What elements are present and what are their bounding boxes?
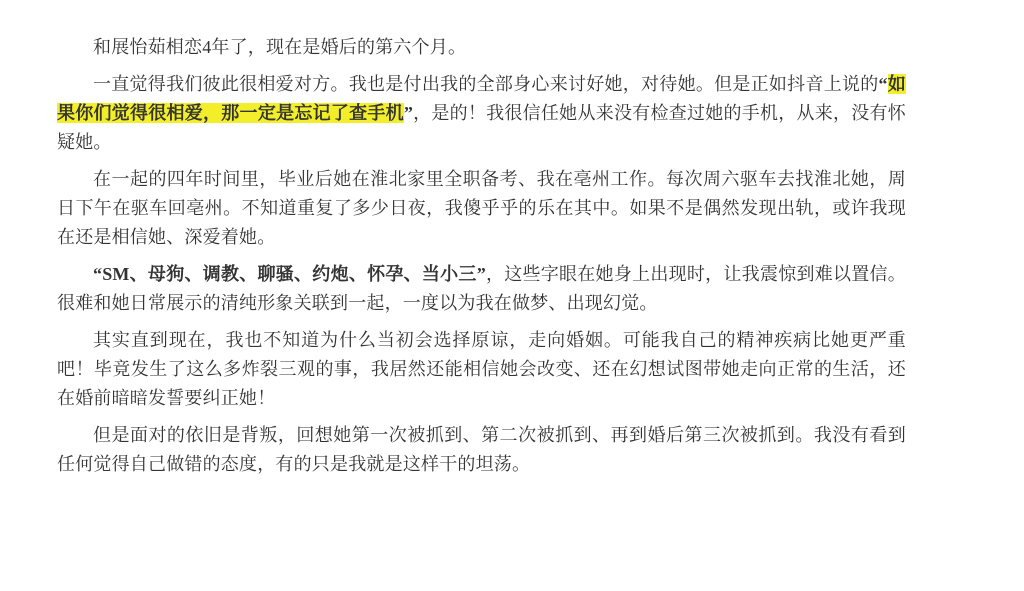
paragraph-betrayal (57, 421, 906, 479)
highlighted-quote-text: 如果你们觉得很相爱，那一定是忘记了查手机 (57, 74, 906, 123)
paragraph-intro (57, 33, 906, 62)
paragraph-forgiveness (57, 326, 906, 413)
text-segment: 和展怡茹相恋4年了，现在是婚后的第六个月。 (93, 37, 467, 57)
text-segment: 但是面对的依旧是背叛，回想她第一次被抓到、第二次被抓到、再到婚后第三次被抓到。我没有看到任何觉得自己做错的态度，有的只是我就是这样干的坦荡。 (57, 425, 906, 474)
text-segment: 其实直到现在，我也不知道为什么当初会选择原谅，走向婚姻。可能我自己的精神疾病比她更严重吧！毕竟发生了这么多炸裂三观的事，我居然还能相信她会改变、还在幻想试图带她走向正常的生活，还在婚前暗暗发誓要纠正她！ (57, 330, 906, 408)
close-quote-mark: ” (403, 103, 414, 123)
text-segment: ，是的！我很信任她从来没有检查过她的手机，从来，没有怀疑她。 (57, 103, 906, 152)
article-text (57, 33, 906, 479)
paragraph-quote-phone (57, 70, 906, 157)
text-segment: 在一起的四年时间里，毕业后她在淮北家里全职备考、我在亳州工作。每次周六驱车去找淮北她，周日下午在驱车回亳州。不知道重复了多少日夜，我傻乎乎的乐在其中。如果不是偶然发现出轨，或许我现在还是相信她、深爱着她。 (57, 169, 906, 247)
text-segment: ，这些字眼在她身上出现时，让我震惊到难以置信。很难和她日常展示的清纯形象关联到一起，一度以为我在做梦、出现幻觉。 (57, 264, 906, 313)
paragraph-four-years (57, 165, 906, 252)
open-quote-mark: “ (878, 74, 888, 94)
paragraph-shock-words (57, 260, 906, 318)
bold-quoted-words: “SM、母狗、调教、聊骚、约炮、怀孕、当小三” (93, 264, 486, 284)
text-segment: 一直觉得我们彼此很相爱对方。我也是付出我的全部身心来讨好她，对待她。但是正如抖音上说的 (93, 74, 879, 94)
